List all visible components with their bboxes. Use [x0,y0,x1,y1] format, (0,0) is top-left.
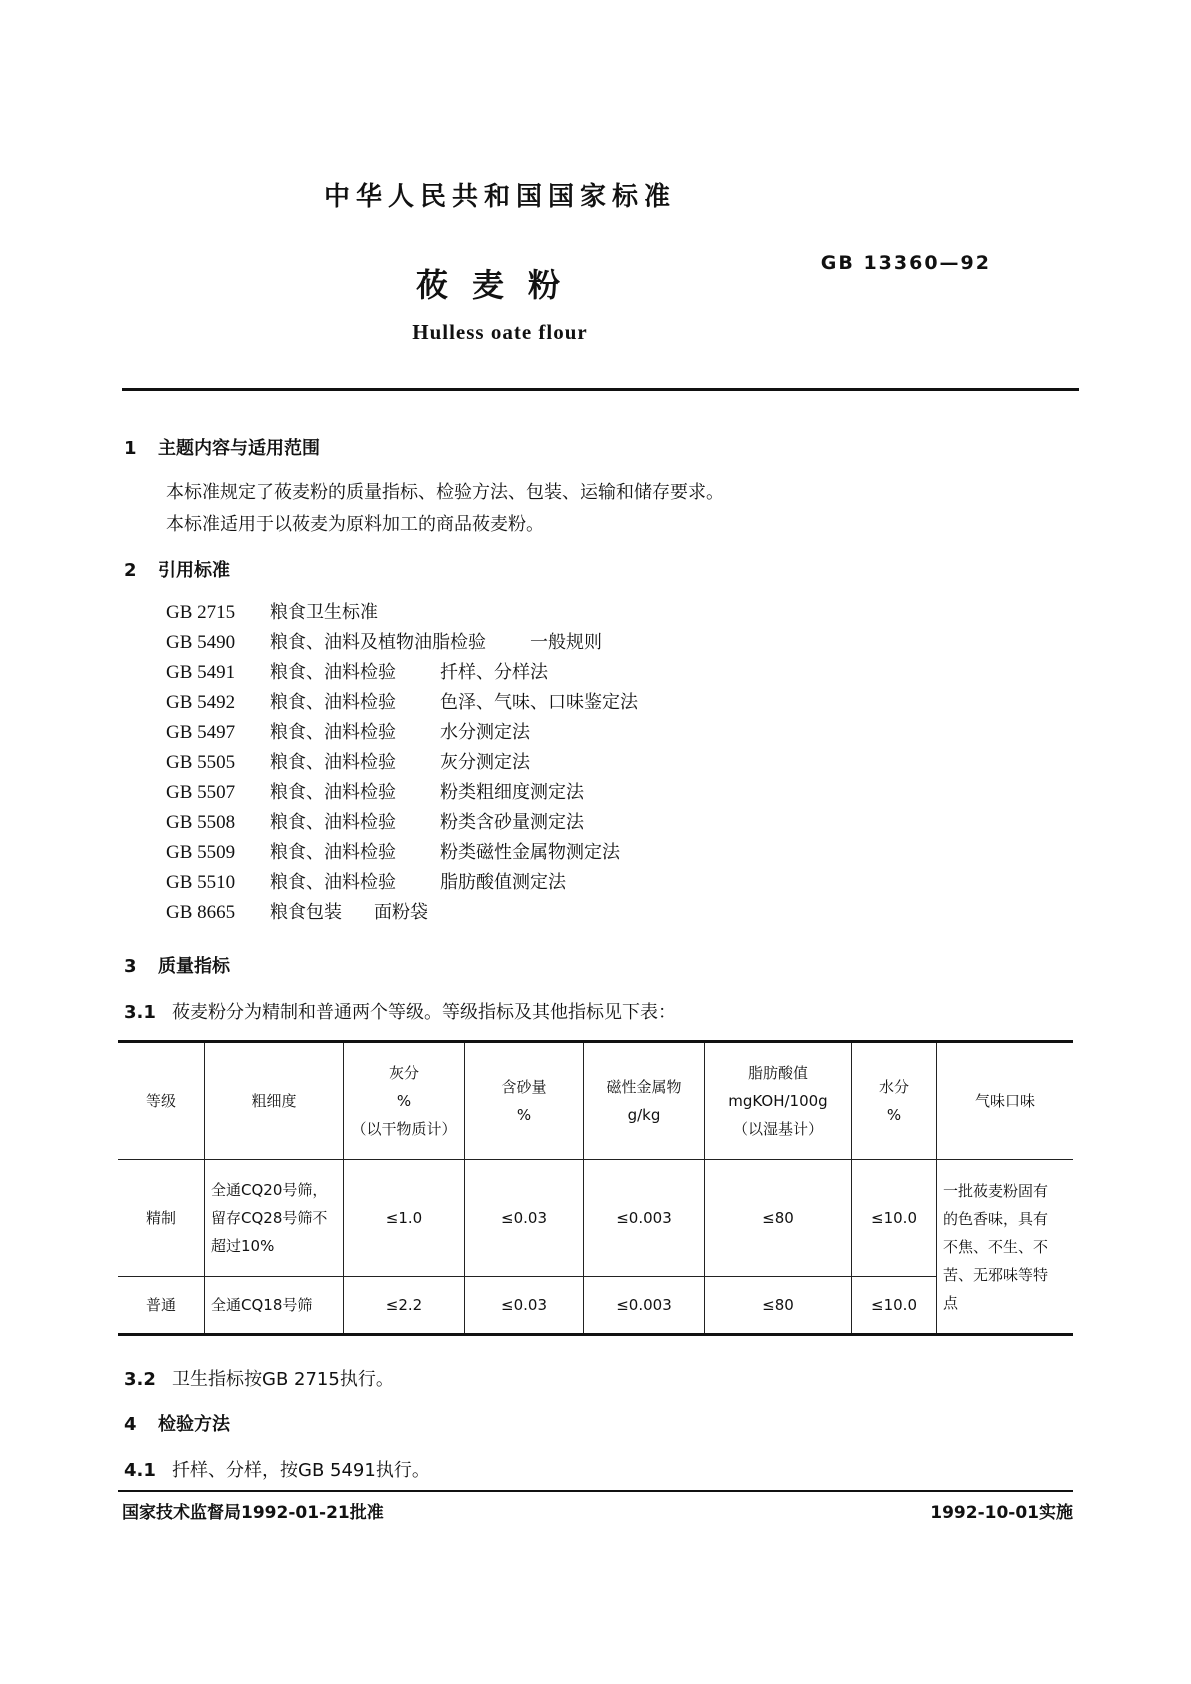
cell-fineness-line-1: 全通CQ20号筛， [211,1181,328,1199]
reference-row [166,838,620,868]
cell-odor-line-1: 一批莜麦粉固有 [943,1181,1049,1200]
reference-title: 粮食、油料检验 [270,722,396,743]
reference-subtitle: 一般规则 [530,632,602,653]
header-metal-name: 磁性金属物 [606,1078,682,1096]
reference-code: GB 5491 [166,662,236,683]
reference-subtitle: 水分测定法 [440,722,530,743]
reference-row [166,748,530,778]
section-3-1-text [124,998,676,1024]
table-row [118,1160,1073,1277]
reference-code: GB 2715 [166,602,236,623]
cell-metal: ≤0.003 [584,1277,705,1335]
reference-row [166,688,638,718]
section-4-1-number: 4.1 [124,1460,156,1481]
cell-fineness-line-3: 超过10% [211,1237,275,1255]
cell-fineness: 全通CQ18号筛 [205,1277,344,1335]
cell-odor-line-3: 不焦、不生、不 [943,1237,1049,1256]
header-fat-acid-basis: （以湿基计） [732,1120,823,1138]
reference-row [166,808,584,838]
national-standard-heading: 中华人民共和国国家标准 [323,182,676,212]
cell-sand: ≤0.03 [465,1160,584,1277]
cell-odor-line-4: 苦、无邪味等特 [943,1265,1049,1284]
section-2-heading [124,556,230,582]
reference-code: GB 5507 [166,782,236,803]
cell-odor-line-5: 点 [943,1293,959,1312]
section-3-2-body: 卫生指标按GB 2715执行。 [172,1369,394,1390]
reference-code: GB 5509 [166,842,236,863]
section-2-number: 2 [124,560,137,581]
cell-water: ≤10.0 [852,1277,937,1335]
top-rule [122,388,1079,391]
cell-metal: ≤0.003 [584,1160,705,1277]
reference-title: 粮食卫生标准 [270,602,378,623]
reference-title: 粮食、油料检验 [270,872,396,893]
reference-subtitle: 色泽、气味、口味鉴定法 [440,692,638,713]
cell-grade: 精制 [118,1160,205,1277]
reference-subtitle: 脂肪酸值测定法 [440,872,566,893]
cell-odor [937,1160,1074,1335]
table-header-row [118,1042,1073,1160]
header-metal-unit: g/kg [627,1106,661,1124]
header-fat-acid [705,1042,852,1160]
reference-code: GB 5510 [166,872,236,893]
reference-row [166,658,548,688]
section-1-title: 主题内容与适用范围 [158,438,320,459]
header-water-name: 水分 [878,1078,909,1096]
section-1-number: 1 [124,438,137,459]
reference-row [166,598,440,628]
section-3-1-number: 3.1 [124,1002,156,1023]
reference-row [166,778,584,808]
cell-fineness [205,1160,344,1277]
section-4-1-body: 扦样、分样，按GB 5491执行。 [172,1460,430,1481]
header-grade: 等级 [118,1042,205,1160]
reference-title: 粮食、油料检验 [270,842,396,863]
header-fineness: 粗细度 [205,1042,344,1160]
section-3-2-text [124,1365,394,1391]
cell-grade: 普通 [118,1277,205,1335]
cell-ash: ≤2.2 [344,1277,465,1335]
document-title-en: Hulless oate flour [412,320,588,344]
approval-line: 国家技术监督局1992-01-21批准 [122,1503,384,1523]
section-4-title: 检验方法 [158,1414,230,1435]
cell-fat-acid: ≤80 [705,1277,852,1335]
header-fat-acid-unit: mgKOH/100g [728,1092,828,1110]
reference-title: 粮食、油料检验 [270,752,396,773]
reference-code: GB 5492 [166,692,236,713]
header-metal [584,1042,705,1160]
reference-subtitle: 扦样、分样法 [440,662,548,683]
reference-row [166,718,530,748]
section-1-paragraph-1: 本标准规定了莜麦粉的质量指标、检验方法、包装、运输和储存要求。 [166,482,724,503]
reference-title: 粮食、油料检验 [270,812,396,833]
reference-subtitle: 灰分测定法 [440,752,530,773]
section-4-heading [124,1410,230,1436]
section-3-heading [124,952,230,978]
cell-fineness-line-2: 留存CQ28号筛不 [211,1209,328,1227]
header-fat-acid-name: 脂肪酸值 [747,1064,808,1082]
cell-ash: ≤1.0 [344,1160,465,1277]
reference-row [166,868,566,898]
header-sand-unit: % [516,1106,532,1124]
header-odor: 气味口味 [937,1042,1074,1160]
document-title-cn: 莜麦粉 [415,266,584,304]
reference-row [166,628,602,658]
section-3-number: 3 [124,956,137,977]
header-sand [465,1042,584,1160]
section-3-2-number: 3.2 [124,1369,156,1390]
reference-row [166,898,428,928]
quality-index-table [118,1040,1073,1336]
section-1-heading [124,434,320,460]
section-3-title: 质量指标 [158,956,230,977]
footer-rule [118,1490,1073,1492]
reference-code: GB 8665 [166,902,236,923]
reference-title: 粮食包装 [270,902,342,923]
reference-code: GB 5505 [166,752,236,773]
reference-code: GB 5508 [166,812,236,833]
reference-subtitle: 粉类磁性金属物测定法 [440,842,620,863]
section-3-1-body: 莜麦粉分为精制和普通两个等级。等级指标及其他指标见下表： [172,1002,676,1023]
cell-fat-acid: ≤80 [705,1160,852,1277]
section-4-1-text [124,1456,430,1482]
reference-code: GB 5497 [166,722,236,743]
header-ash-unit: % [396,1092,412,1110]
cell-sand: ≤0.03 [465,1277,584,1335]
reference-subtitle: 粉类粗细度测定法 [440,782,584,803]
section-4-number: 4 [124,1414,137,1435]
reference-title: 粮食、油料检验 [270,692,396,713]
header-ash-basis: （以干物质计） [351,1120,457,1138]
table-row [118,1277,1073,1335]
header-ash-name: 灰分 [388,1064,419,1082]
header-water-unit: % [886,1106,902,1124]
reference-subtitle: 面粉袋 [374,902,428,923]
cell-water: ≤10.0 [852,1160,937,1277]
reference-title: 粮食、油料检验 [270,662,396,683]
section-2-title: 引用标准 [158,560,230,581]
reference-code: GB 5490 [166,632,236,653]
header-sand-name: 含砂量 [501,1078,547,1096]
implementation-line: 1992-10-01实施 [930,1503,1073,1523]
section-1-paragraph-2: 本标准适用于以莜麦为原料加工的商品莜麦粉。 [166,514,544,535]
header-ash [344,1042,465,1160]
gb-number: GB 13360—92 [820,252,991,274]
reference-subtitle: 粉类含砂量测定法 [440,812,584,833]
reference-title: 粮食、油料检验 [270,782,396,803]
cell-odor-line-2: 的色香味，具有 [943,1209,1049,1228]
header-water [852,1042,937,1160]
reference-title: 粮食、油料及植物油脂检验 [270,632,486,653]
